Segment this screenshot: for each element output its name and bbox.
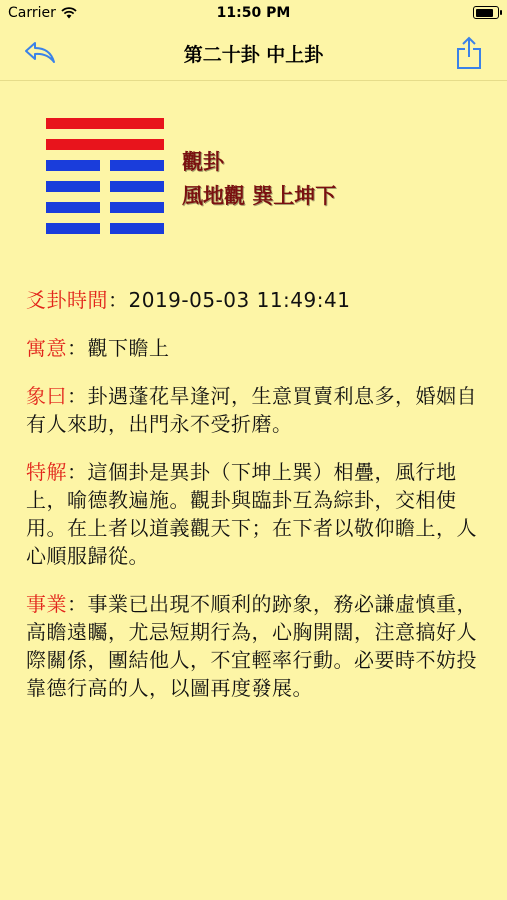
line-segment xyxy=(46,181,100,192)
yin-line xyxy=(46,223,164,234)
section-special xyxy=(26,458,484,570)
share-button[interactable] xyxy=(449,34,489,72)
status-time: 11:50 PM xyxy=(216,5,291,21)
section-separator: ： xyxy=(108,288,129,312)
section-text: 這個卦是異卦（下坤上巽）相疊，風行地上，喻德教遍施。觀卦與臨卦互為綜卦，交相使用。在上者以道義觀天下；在下者以敬仰瞻上，人心順服歸從。 xyxy=(26,460,477,568)
gua-name-block xyxy=(182,145,336,213)
carrier-label: Carrier xyxy=(8,5,56,21)
navigation-bar xyxy=(0,26,507,81)
line-segment xyxy=(46,118,164,129)
section-text: 事業已出現不順利的跡象，務必謙虛慎重，高瞻遠矚，尤忌短期行為，心胸開闊，注意搞好人際關係，團結他人，不宜輕率行動。必要時不妨投靠德行高的人，以圖再度發展。 xyxy=(26,592,477,700)
section-separator: ： xyxy=(67,460,88,484)
battery-icon xyxy=(473,6,499,19)
section-text: 觀下瞻上 xyxy=(87,336,170,360)
section-separator: ： xyxy=(67,384,88,408)
yin-line xyxy=(46,160,164,171)
gua-name: 觀卦 xyxy=(182,150,224,174)
line-segment xyxy=(46,202,100,213)
line-segment xyxy=(46,223,100,234)
section-xiang xyxy=(26,382,484,438)
section-label: 爻卦時間 xyxy=(26,288,108,312)
section-meaning xyxy=(26,334,484,362)
line-segment xyxy=(110,160,164,171)
line-segment xyxy=(46,139,164,150)
section-label: 事業 xyxy=(26,592,67,616)
reading-content xyxy=(26,286,484,722)
section-text: 2019-05-03 11:49:41 xyxy=(128,288,351,312)
section-label: 象曰 xyxy=(26,384,67,408)
section-career xyxy=(26,590,484,702)
line-segment xyxy=(110,223,164,234)
yang-line xyxy=(46,118,164,129)
status-bar xyxy=(0,0,507,26)
hexagram-figure xyxy=(46,118,164,244)
section-label: 寓意 xyxy=(26,336,67,360)
yang-line xyxy=(46,139,164,150)
yin-line xyxy=(46,202,164,213)
section-text: 卦遇蓬花旱逢河，生意買賣利息多，婚姻自有人來助，出門永不受折磨。 xyxy=(26,384,477,436)
yin-line xyxy=(46,181,164,192)
line-segment xyxy=(46,160,100,171)
line-segment xyxy=(110,202,164,213)
gua-subtitle: 風地觀 巽上坤下 xyxy=(182,184,337,208)
share-icon xyxy=(456,36,482,70)
page-title: 第二十卦 中上卦 xyxy=(183,44,324,66)
section-separator: ： xyxy=(67,592,88,616)
section-time xyxy=(26,286,484,314)
section-label: 特解 xyxy=(26,460,67,484)
line-segment xyxy=(110,181,164,192)
section-separator: ： xyxy=(67,336,88,360)
